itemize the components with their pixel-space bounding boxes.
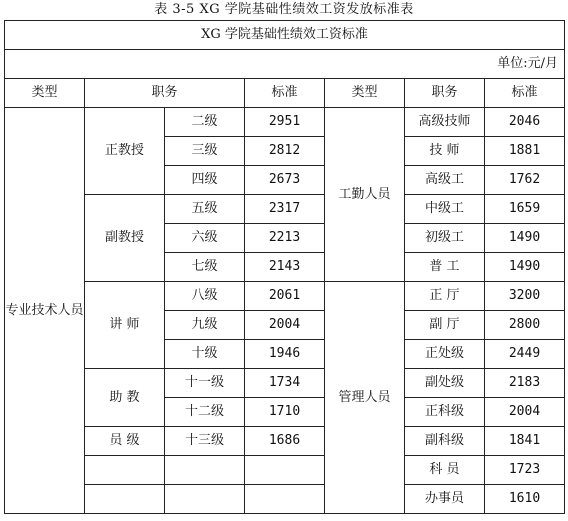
table-caption: 表 3-5 XG 学院基础性绩效工资发放标准表 xyxy=(154,2,414,17)
header-standard-left: 标准 xyxy=(245,79,325,108)
value-cell: 2004 xyxy=(485,398,565,427)
category-service-staff: 工勤人员 xyxy=(325,108,405,282)
empty-cell xyxy=(85,485,165,514)
empty-cell xyxy=(85,456,165,485)
header-type-right: 类型 xyxy=(325,79,405,108)
unit-label: 单位:元/月 xyxy=(5,50,565,79)
level-cell: 三级 xyxy=(165,137,245,166)
duty-cell: 普 工 xyxy=(405,253,485,282)
duty-cell: 技 师 xyxy=(405,137,485,166)
value-cell: 2213 xyxy=(245,224,325,253)
category-professional-technical: 专业技术人员 xyxy=(5,108,85,514)
duty-cell: 高级技师 xyxy=(405,108,485,137)
header-duty-right: 职务 xyxy=(405,79,485,108)
header-duty-left: 职务 xyxy=(85,79,245,108)
value-cell: 1723 xyxy=(485,456,565,485)
level-cell: 九级 xyxy=(165,311,245,340)
value-cell: 2317 xyxy=(245,195,325,224)
value-cell: 2800 xyxy=(485,311,565,340)
duty-cell: 正科级 xyxy=(405,398,485,427)
level-cell: 四级 xyxy=(165,166,245,195)
level-cell: 十级 xyxy=(165,340,245,369)
empty-cell xyxy=(165,456,245,485)
table-row xyxy=(5,485,565,514)
level-cell: 十一级 xyxy=(165,369,245,398)
level-cell: 七级 xyxy=(165,253,245,282)
table-row xyxy=(5,369,565,398)
value-cell: 1841 xyxy=(485,427,565,456)
value-cell: 3200 xyxy=(485,282,565,311)
category-management-staff: 管理人员 xyxy=(325,282,405,514)
value-cell: 2951 xyxy=(245,108,325,137)
value-cell: 2004 xyxy=(245,311,325,340)
header-type-left: 类型 xyxy=(5,79,85,108)
empty-cell xyxy=(165,485,245,514)
duty-cell: 办事员 xyxy=(405,485,485,514)
value-cell: 1762 xyxy=(485,166,565,195)
table-row xyxy=(5,427,565,456)
level-cell: 八级 xyxy=(165,282,245,311)
header-standard-right: 标准 xyxy=(485,79,565,108)
table-row xyxy=(5,456,565,485)
level-cell: 二级 xyxy=(165,108,245,137)
level-cell: 五级 xyxy=(165,195,245,224)
table-row xyxy=(5,195,565,224)
value-cell: 2812 xyxy=(245,137,325,166)
level-cell: 十三级 xyxy=(165,427,245,456)
group-title-associate-professor: 副教授 xyxy=(85,195,165,282)
group-title-staff: 员 级 xyxy=(85,427,165,456)
duty-cell: 副 厅 xyxy=(405,311,485,340)
value-cell: 1610 xyxy=(485,485,565,514)
value-cell: 2061 xyxy=(245,282,325,311)
value-cell: 1881 xyxy=(485,137,565,166)
value-cell: 1490 xyxy=(485,253,565,282)
group-title-assistant: 助 教 xyxy=(85,369,165,427)
table-row xyxy=(5,108,565,137)
table-row xyxy=(5,282,565,311)
value-cell: 2673 xyxy=(245,166,325,195)
value-cell: 2449 xyxy=(485,340,565,369)
table-title: XG 学院基础性绩效工资标准 xyxy=(5,21,565,50)
duty-cell: 副处级 xyxy=(405,369,485,398)
value-cell: 1946 xyxy=(245,340,325,369)
group-title-lecturer: 讲 师 xyxy=(85,282,165,369)
value-cell: 2046 xyxy=(485,108,565,137)
duty-cell: 科 员 xyxy=(405,456,485,485)
duty-cell: 高级工 xyxy=(405,166,485,195)
duty-cell: 初级工 xyxy=(405,224,485,253)
duty-cell: 副科级 xyxy=(405,427,485,456)
value-cell: 2183 xyxy=(485,369,565,398)
value-cell: 1734 xyxy=(245,369,325,398)
value-cell: 2143 xyxy=(245,253,325,282)
level-cell: 六级 xyxy=(165,224,245,253)
empty-cell xyxy=(245,485,325,514)
value-cell: 1710 xyxy=(245,398,325,427)
level-cell: 十二级 xyxy=(165,398,245,427)
value-cell: 1686 xyxy=(245,427,325,456)
value-cell: 1659 xyxy=(485,195,565,224)
duty-cell: 中级工 xyxy=(405,195,485,224)
duty-cell: 正处级 xyxy=(405,340,485,369)
group-title-professor: 正教授 xyxy=(85,108,165,195)
value-cell: 1490 xyxy=(485,224,565,253)
duty-cell: 正 厅 xyxy=(405,282,485,311)
salary-standard-table xyxy=(4,20,565,514)
empty-cell xyxy=(245,456,325,485)
